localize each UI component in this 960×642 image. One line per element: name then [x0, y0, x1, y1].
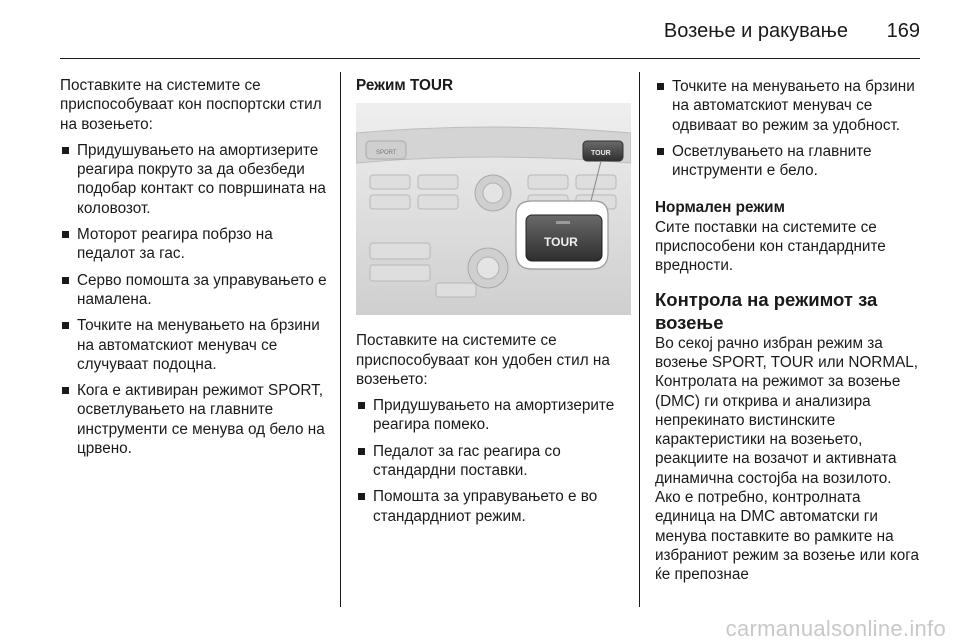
normal-mode-heading: Нормален режим [655, 199, 785, 217]
page-number: 169 [886, 20, 920, 42]
left-column [60, 76, 328, 458]
page-header-title: Возење и ракување [663, 20, 848, 42]
drive-mode-control-text: Во секој рачно избран режим за возење SPORT, TOUR или NORMAL, Контролата на режимот за возење (DMC) ги открива и анализира непрекинато вистинските карактеристики на возењето, реакциите на возачот и активната динамична состојба на возилото. Ако е потребно, контролната единица на DMC автоматски ги менува поставките во рамките на избраниот режим за возење или кога ќе препознае [655, 334, 919, 584]
tour-button-large-label: TOUR [544, 235, 578, 250]
list-item: Осветлувањето на главните инструменти е бело. [655, 142, 921, 181]
column-divider-2 [639, 72, 640, 607]
list-item: Моторот реагира побрзо на педалот за гас. [60, 225, 328, 264]
middle-column [356, 76, 631, 526]
left-intro: Поставките на системите се приспособуваат кон поспортски стил на возењето: [60, 77, 322, 133]
column-divider-1 [340, 72, 341, 607]
tour-button-photo [356, 103, 631, 315]
drive-mode-control-heading: Контрола на режимот за возење [655, 288, 878, 333]
list-item: Придушувањето на амортизерите реагира помеко. [356, 396, 631, 435]
list-item: Точките на менувањето на брзини на автоматскиот менувач се одвиваат во режим за удобност. [655, 77, 921, 135]
middle-bullet-list [356, 396, 631, 526]
list-item: Точките на менувањето на брзини на автоматскиот менувач се случуваат подоцна. [60, 316, 328, 374]
right-bullet-list [655, 77, 921, 180]
tour-button-small-label: TOUR [591, 150, 611, 158]
list-item: Кога е активиран режимот SPORT, осветлувањето на главните инструменти се менува од бело на црвено. [60, 381, 328, 458]
normal-mode-text: Сите поставки на системите се приспособени кон стандардните вредности. [655, 218, 886, 275]
header-divider [60, 58, 920, 59]
dashboard-panel-illustration [356, 103, 631, 315]
right-column [655, 70, 921, 585]
tour-mode-heading: Режим TOUR [356, 77, 454, 94]
list-item: Помошта за управувањето е во стандардниот режим. [356, 487, 631, 526]
list-item: Придушувањето на амортизерите реагира покруто за да обезбеди подобар контакт со површината на коловозот. [60, 141, 328, 218]
list-item: Серво помошта за управувањето е намалена. [60, 271, 328, 310]
left-bullet-list [60, 141, 328, 458]
sport-button-label: SPORT [376, 150, 397, 157]
middle-intro: Поставките на системите се приспособуваат кон удобен стил на возењето: [356, 332, 610, 388]
footer-watermark: carmanualsonline.info [725, 616, 946, 641]
list-item: Педалот за гас реагира со стандардни поставки. [356, 442, 631, 481]
